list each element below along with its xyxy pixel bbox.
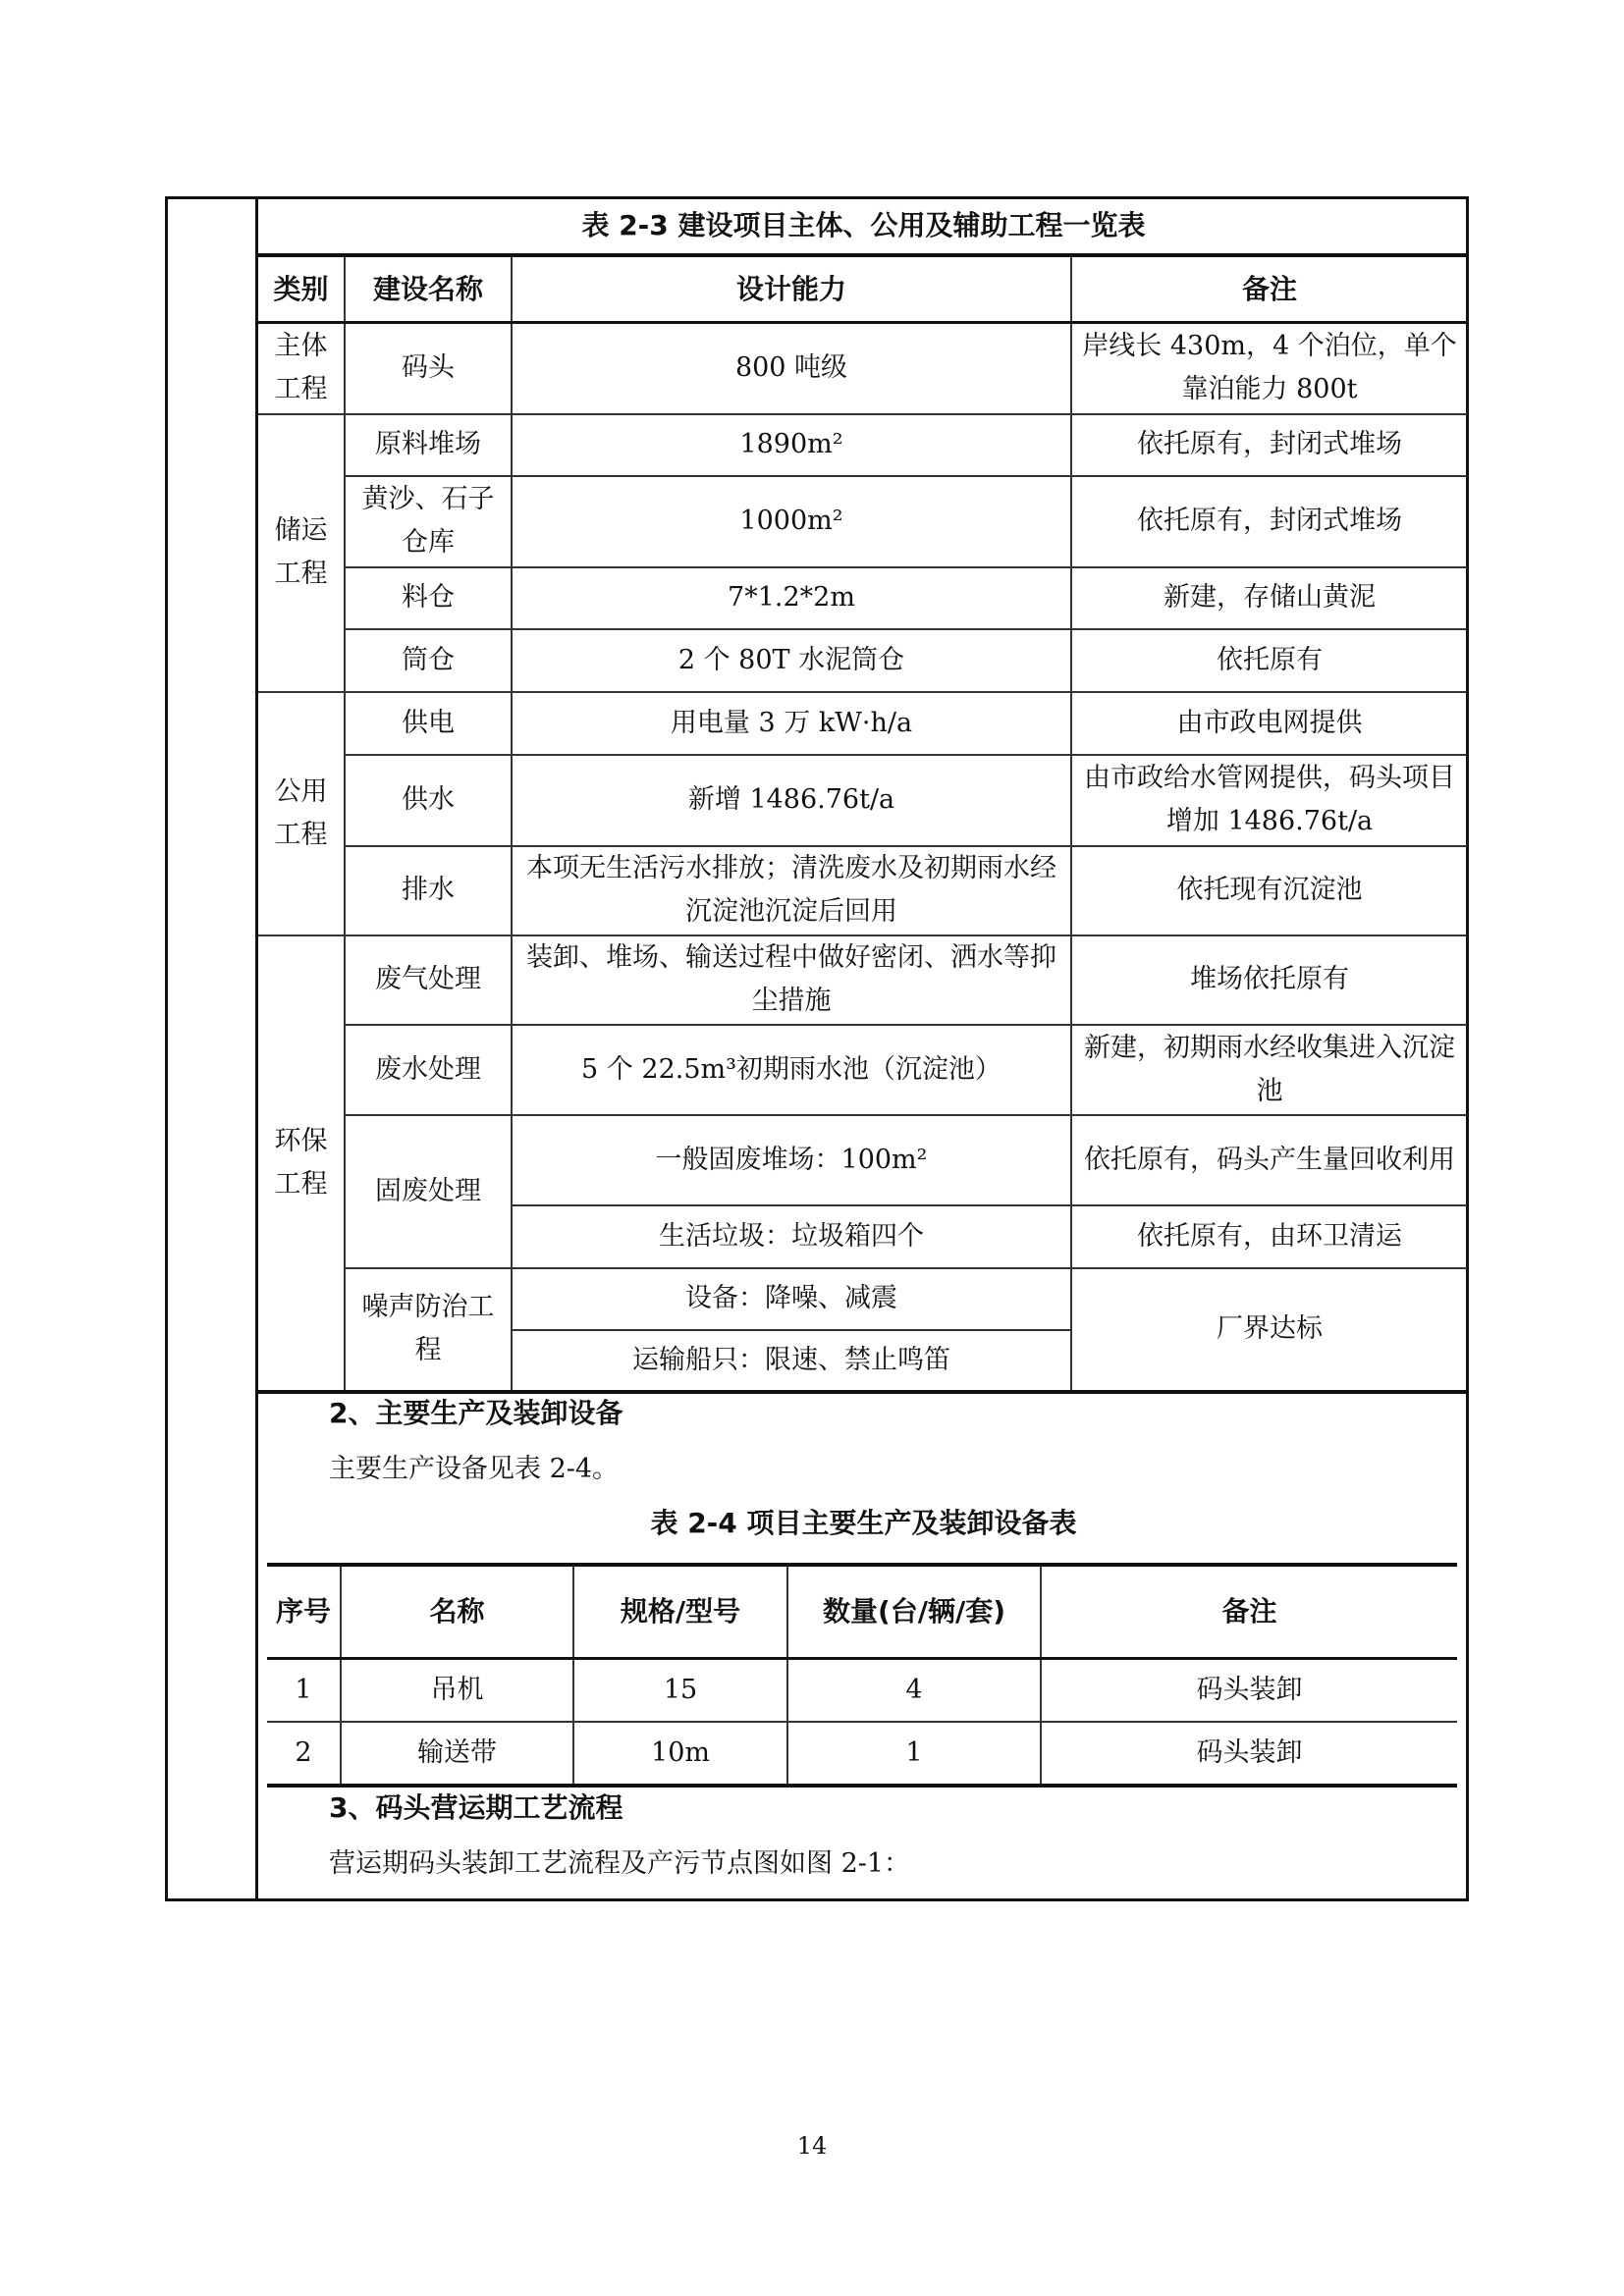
col-header-spec: 规格/型号 — [573, 1565, 787, 1659]
cell-note: 堆场依托原有 — [1071, 935, 1467, 1025]
cell-note: 厂界达标 — [1071, 1268, 1467, 1392]
col-header-note: 备注 — [1041, 1565, 1457, 1659]
cell-qty: 1 — [787, 1722, 1041, 1786]
cell-qty: 4 — [787, 1659, 1041, 1723]
table-row — [258, 414, 1467, 476]
table-2-4-title: 表 2-4 项目主要生产及装卸设备表 — [650, 1507, 1077, 1539]
cell-capacity: 2 个 80T 水泥筒仓 — [512, 629, 1071, 692]
cell-note: 依托原有，封闭式堆场 — [1071, 476, 1467, 567]
group-storage: 储运工程 — [258, 414, 345, 692]
cell-note: 依托现有沉淀池 — [1071, 846, 1467, 935]
group-env: 环保工程 — [258, 935, 345, 1392]
cell-note: 由市政给水管网提供，码头项目增加 1486.76t/a — [1071, 755, 1467, 846]
cell-capacity: 一般固废堆场：100m² — [512, 1115, 1071, 1205]
cell-note: 依托原有，码头产生量回收利用 — [1071, 1115, 1467, 1205]
table-row — [258, 323, 1467, 414]
cell-capacity: 1890m² — [512, 414, 1071, 476]
section-2-heading: 2、主要生产及装卸设备 — [329, 1397, 623, 1429]
col-header-note: 备注 — [1071, 255, 1467, 323]
table-row — [267, 1722, 1457, 1786]
table-row — [258, 1115, 1467, 1205]
section-3-text: 营运期码头装卸工艺流程及产污节点图如图 2-1： — [329, 1848, 911, 1879]
section-3-heading: 3、码头营运期工艺流程 — [329, 1791, 623, 1824]
group-public: 公用工程 — [258, 692, 345, 935]
cell-note: 新建，存储山黄泥 — [1071, 567, 1467, 629]
cell-note: 码头装卸 — [1041, 1722, 1457, 1786]
table-row — [258, 935, 1467, 1025]
table-2-3 — [258, 253, 1467, 1394]
col-header-category: 类别 — [258, 255, 345, 323]
table-row — [258, 476, 1467, 567]
cell-seq: 1 — [267, 1659, 341, 1723]
cell-capacity: 运输船只：限速、禁止鸣笛 — [512, 1330, 1071, 1392]
table-row — [258, 755, 1467, 846]
cell-name: 噪声防治工程 — [345, 1268, 512, 1392]
group-main: 主体工程 — [258, 323, 345, 414]
cell-name: 吊机 — [341, 1659, 573, 1723]
cell-capacity: 1000m² — [512, 476, 1071, 567]
table-row — [258, 629, 1467, 692]
cell-capacity: 本项无生活污水排放；清洗废水及初期雨水经沉淀池沉淀后回用 — [512, 846, 1071, 935]
cell-spec: 10m — [573, 1722, 787, 1786]
cell-note: 由市政电网提供 — [1071, 692, 1467, 755]
cell-capacity: 5 个 22.5m³初期雨水池（沉淀池） — [512, 1025, 1071, 1115]
table-2-3-title: 表 2-3 建设项目主体、公用及辅助工程一览表 — [581, 209, 1146, 241]
col-header-seq-label: 序号 — [275, 1595, 331, 1628]
table-header-row — [258, 255, 1467, 323]
cell-name: 废水处理 — [345, 1025, 512, 1115]
cell-name: 废气处理 — [345, 935, 512, 1025]
cell-name: 排水 — [345, 846, 512, 935]
col-header-seq — [267, 1565, 341, 1659]
table-row — [267, 1659, 1457, 1723]
table-row — [258, 692, 1467, 755]
cell-note: 依托原有，封闭式堆场 — [1071, 414, 1467, 476]
cell-seq: 2 — [267, 1722, 341, 1786]
cell-capacity: 装卸、堆场、输送过程中做好密闭、洒水等抑尘措施 — [512, 935, 1071, 1025]
cell-name: 输送带 — [341, 1722, 573, 1786]
table-row — [258, 567, 1467, 629]
cell-spec: 15 — [573, 1659, 787, 1723]
cell-capacity: 7*1.2*2m — [512, 567, 1071, 629]
page-number: 14 — [796, 2132, 828, 2160]
cell-capacity: 用电量 3 万 kW·h/a — [512, 692, 1071, 755]
col-header-name: 建设名称 — [345, 255, 512, 323]
cell-name: 供水 — [345, 755, 512, 846]
cell-name: 供电 — [345, 692, 512, 755]
cell-note: 依托原有，由环卫清运 — [1071, 1205, 1467, 1268]
cell-name: 料仓 — [345, 567, 512, 629]
cell-name: 码头 — [345, 323, 512, 414]
table-row — [258, 1268, 1467, 1330]
cell-note: 岸线长 430m，4 个泊位，单个靠泊能力 800t — [1071, 323, 1467, 414]
cell-note: 依托原有 — [1071, 629, 1467, 692]
cell-capacity: 设备：降噪、减震 — [512, 1268, 1071, 1330]
cell-name: 筒仓 — [345, 629, 512, 692]
col-header-name: 名称 — [341, 1565, 573, 1659]
section-2-text: 主要生产设备见表 2-4。 — [329, 1454, 620, 1484]
cell-capacity: 800 吨级 — [512, 323, 1071, 414]
table-header-row — [267, 1565, 1457, 1659]
cell-name: 黄沙、石子仓库 — [345, 476, 512, 567]
cell-name: 固废处理 — [345, 1115, 512, 1268]
cell-note: 新建，初期雨水经收集进入沉淀池 — [1071, 1025, 1467, 1115]
col-header-qty: 数量(台/辆/套) — [787, 1565, 1041, 1659]
cell-capacity: 生活垃圾：垃圾箱四个 — [512, 1205, 1071, 1268]
table-row — [258, 846, 1467, 935]
table-2-4 — [267, 1563, 1457, 1788]
cell-name: 原料堆场 — [345, 414, 512, 476]
cell-note: 码头装卸 — [1041, 1659, 1457, 1723]
table-row — [258, 1025, 1467, 1115]
col-header-capacity: 设计能力 — [512, 255, 1071, 323]
cell-capacity: 新增 1486.76t/a — [512, 755, 1071, 846]
